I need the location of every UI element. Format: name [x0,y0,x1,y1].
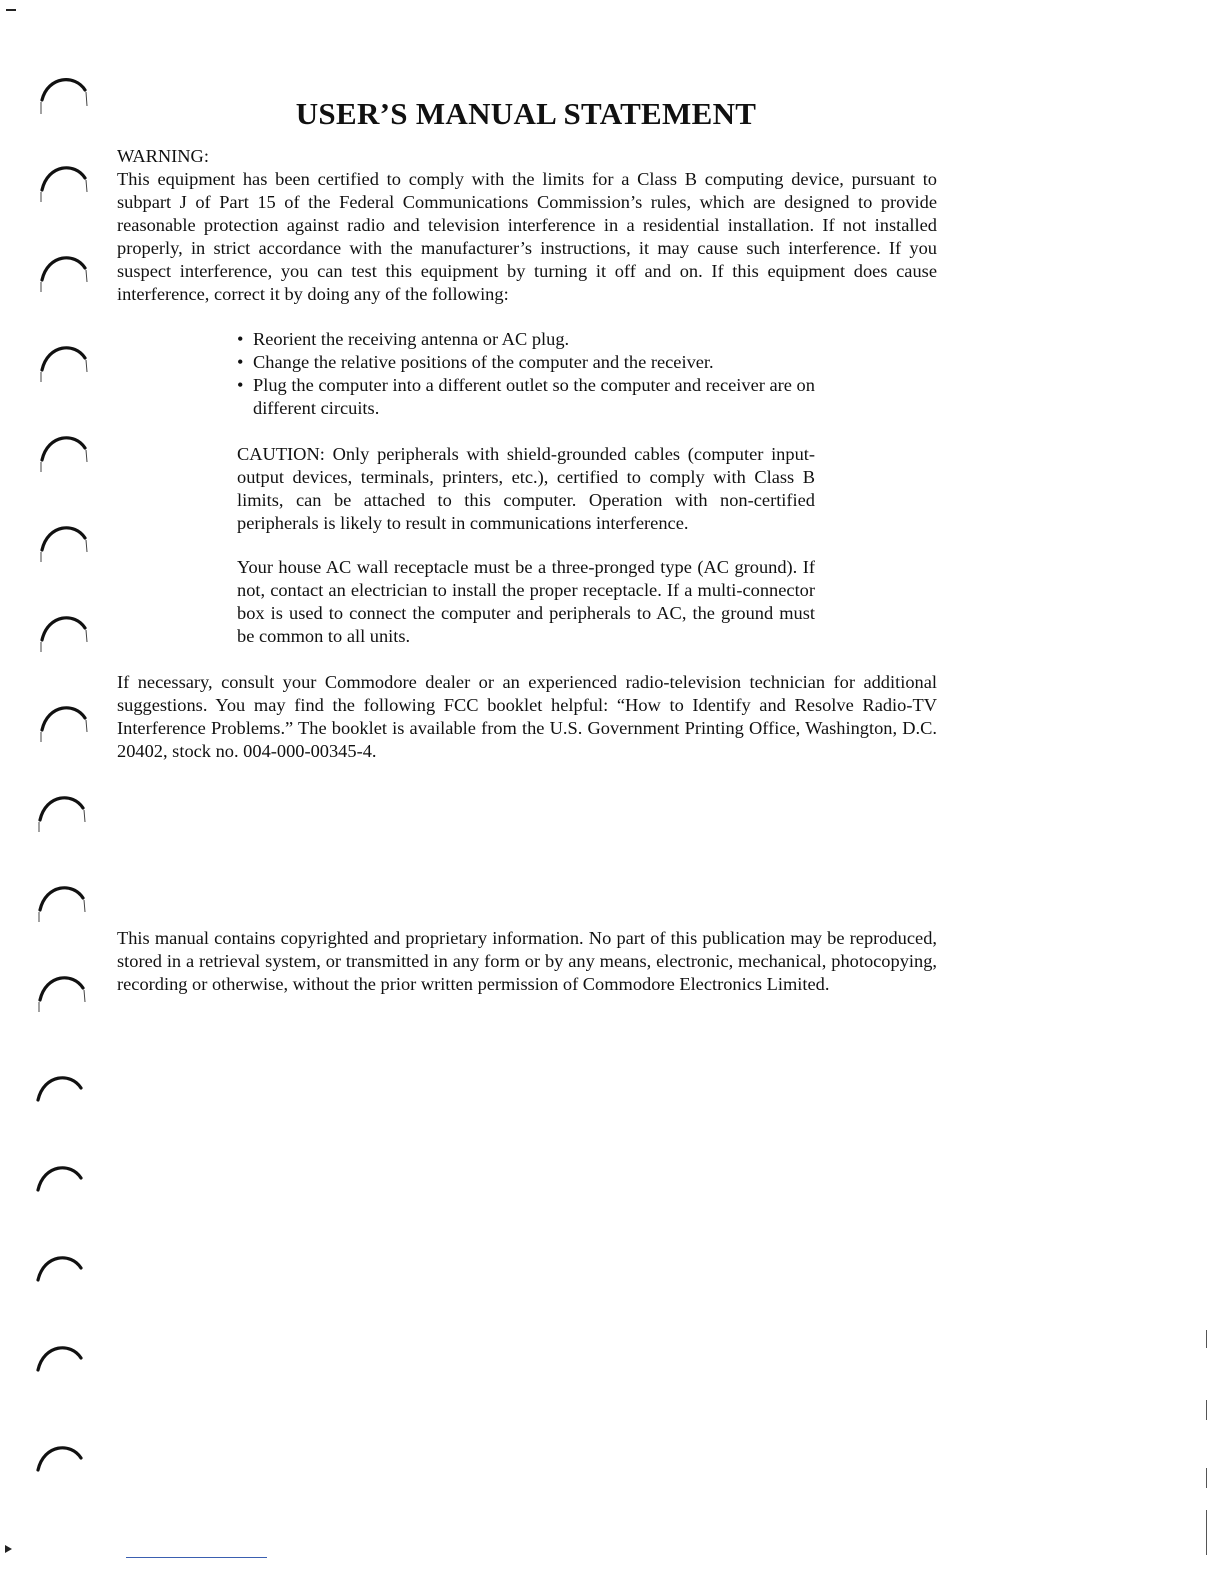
binding-rings-icon [30,70,90,1490]
scan-edge-line [1206,1510,1207,1555]
bullet-icon: • [237,375,244,395]
caution-paragraph: CAUTION: Only peripherals with shield-grounded cables (computer input-output devices, terminals, printers, etc.), certified to comply with Class B limits, can be attached to this computer. Operation with non-certified peripherals is likely to result in communications interference. [237,444,815,533]
page-title: USER’S MANUAL STATEMENT [295,96,757,131]
scan-edge-line [1206,1400,1207,1420]
remedy-list [237,328,827,420]
list-item: • Plug the computer into a different outlet so the computer and receiver are on different circuits. [237,375,815,418]
scan-mark-bottom [5,1545,12,1553]
ground-paragraph: Your house AC wall receptacle must be a three-pronged type (AC ground). If not, contact an electrician to install the proper receptacle. If a multi-connector box is used to connect the computer and peripherals to AC, the ground must be common to all units. [237,557,815,646]
warning-label: WARNING: [117,146,209,166]
footer-rule [126,1557,267,1558]
scan-edge-line [1206,1468,1207,1488]
list-item: • Reorient the receiving antenna or AC plug. [237,329,570,349]
scan-mark-top [6,9,16,11]
scan-edge-line [1206,1330,1207,1348]
list-item: • Change the relative positions of the computer and the receiver. [237,352,714,372]
copyright-paragraph: This manual contains copyrighted and proprietary information. No part of this publication may be reproduced, stored in a retrieval system, or transmitted in any form or by any means, electronic, mechanical, photocopying, recording or otherwise, without the prior written permission of Commodore Electronics Limited. [117,928,937,994]
spiral-binding [30,70,90,1490]
bullet-icon: • [237,352,244,372]
bullet-icon: • [237,329,244,349]
warning-paragraph: This equipment has been certified to comply with the limits for a Class B computing device, pursuant to subpart J of Part 15 of the Federal Communications Commission’s rules, which are designed to provide reasonable protection against radio and television interference in a residential installation. If not installed properly, in strict accordance with the manufacturer’s instructions, it may cause such interference. If you suspect interference, you can test this equipment by turning it off and on. If this equipment does cause interference, correct it by doing any of the following: [117,169,937,304]
consult-paragraph: If necessary, consult your Commodore dealer or an experienced radio-television technician for additional suggestions. You may find the following FCC booklet helpful: “How to Identify and Resolve Radio-TV Interference Problems.” The booklet is available from the U.S. Government Printing Office, Washington, D.C. 20402, stock no. 004-000-00345-4. [117,672,937,761]
